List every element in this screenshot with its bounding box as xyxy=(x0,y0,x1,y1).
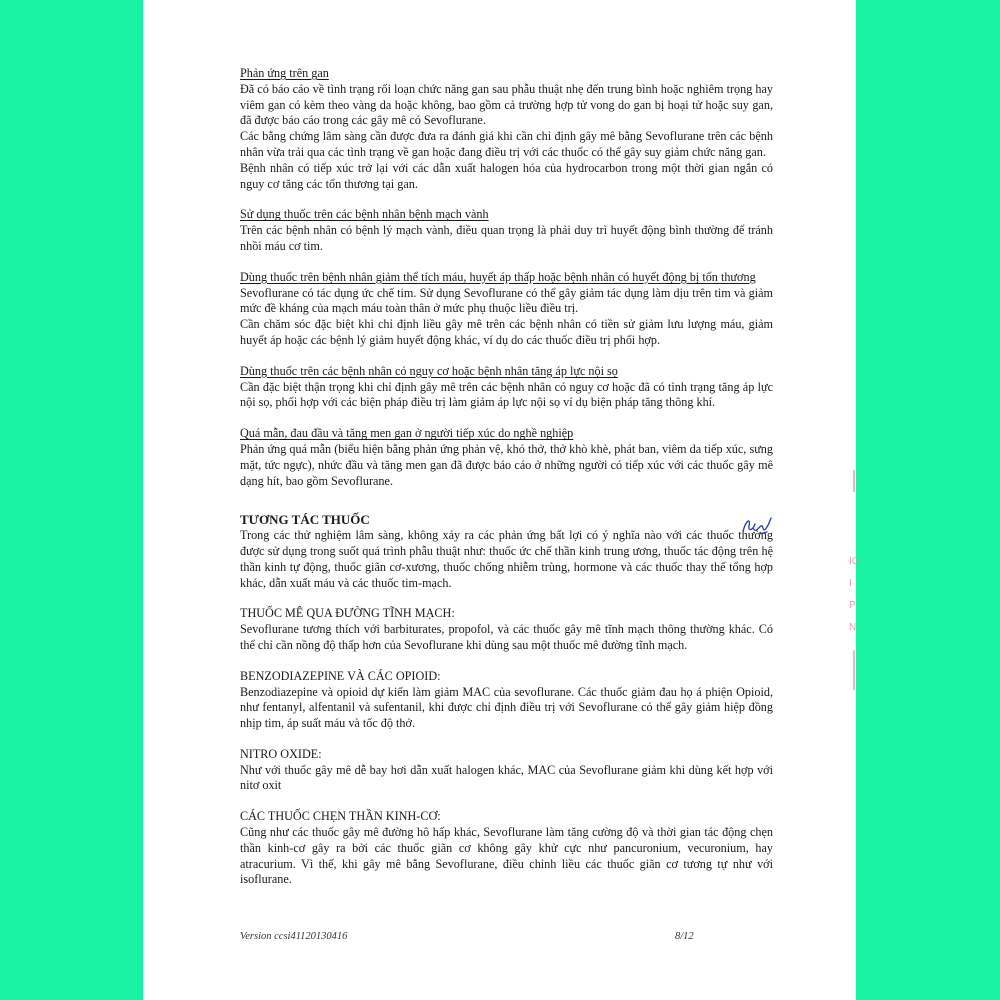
paragraph: Như với thuốc gây mê dễ bay hơi dẫn xuất halogen khác, MAC của Sevoflurane giảm khi dùng kết hợp với nitơ oxit xyxy=(240,762,773,793)
section-neuromuscular-blockers xyxy=(240,809,773,888)
section-heading: BENZODIAZEPINE VÀ CÁC OPIOID: xyxy=(240,668,441,683)
version-label: Version ccsi41120130416 xyxy=(240,931,348,942)
section-nitrous-oxide xyxy=(240,747,773,794)
section-benzodiazepine-opioid xyxy=(240,669,773,732)
paragraph: Cũng như các thuốc gây mê đường hô hấp khác, Sevoflurane làm tăng cường độ và thời gian tác động chẹn thần kinh-cơ gây ra bởi các thuốc giãn cơ không gây khử cực như pancuronium, vecuronium, hay atracurium. Vì thế, khi gây mê bằng Sevoflurane, điều chỉnh liều các thuốc giãn cơ tương tự như với isoflurane. xyxy=(240,825,773,887)
document-body xyxy=(240,66,773,903)
paragraph: Cần chăm sóc đặc biệt khi chỉ định liều gây mê trên các bệnh nhân có tiền sử giảm lưu lượng máu, giảm huyết áp hoặc các bệnh lý giảm huyết động khác, ví dụ do các thuốc điều trị phối hợp. xyxy=(240,317,773,347)
paragraph: Sevoflurane tương thích với barbiturates, propofol, và các thuốc gây mê tĩnh mạch thông thường khác. Có thể chỉ cần nồng độ thấp hơn của Sevoflurane khi dùng sau một thuốc mê đường tĩnh mạch. xyxy=(240,622,773,652)
page-footer xyxy=(240,931,773,947)
section-liver-reactions xyxy=(240,66,773,192)
paragraph: Benzodiazepine và opioid dự kiến làm giảm MAC của sevoflurane. Các thuốc giảm đau họ á phiện Opioid, như fentanyl, alfentanil và sufentanil, khi được chỉ định điều trị với Sevoflurane có thể gây giảm hiệp đồng nhịp tim, áp suất máu và tốc độ thở. xyxy=(240,684,773,731)
paragraph: Đã có báo cáo về tình trạng rối loạn chức năng gan sau phẫu thuật nhẹ đến trung bình hoặc nghiêm trọng hay viêm gan có kèm theo vàng da hoặc không, bao gồm cả trường hợp tử vong do gan bị hoại tử hoặc suy gan, đã được báo cáo trong các gây mê có Sevoflurane. xyxy=(240,81,773,128)
section-heading: Phản ứng trên gan xyxy=(240,66,329,80)
section-hypovolemia xyxy=(240,270,773,349)
section-heading: Dùng thuốc trên các bệnh nhân có nguy cơ hoặc bệnh nhân tăng áp lực nội sọ xyxy=(240,363,618,378)
stamp-letter: IG xyxy=(849,556,860,567)
stamp-letter: N xyxy=(849,622,857,633)
stamp-letter: P xyxy=(849,600,856,611)
paragraph: Cần đặc biệt thận trọng khi chỉ định gây mê trên các bệnh nhân có nguy cơ hoặc đã có tình trạng tăng áp lực nội sọ, phối hợp với các biện pháp điều trị làm giảm áp lực nội sọ ví dụ biện pháp tăng thông khí. xyxy=(240,379,773,410)
section-interactions-intro xyxy=(240,528,773,591)
section-iv-anesthetics xyxy=(240,606,773,653)
document-page xyxy=(143,0,860,1000)
section-heading: THUỐC MÊ QUA ĐƯỜNG TĨNH MẠCH: xyxy=(240,606,455,621)
section-heading: Dùng thuốc trên bệnh nhân giảm thể tích máu, huyết áp thấp hoặc bệnh nhân có huyết động bị tổn thương xyxy=(240,269,756,284)
section-hypersensitivity xyxy=(240,426,773,489)
paragraph: Trên các bệnh nhân có bệnh lý mạch vành, điều quan trọng là phải duy trì huyết động bình thường để tránh nhồi máu cơ tim. xyxy=(240,223,773,253)
paragraph: Các bằng chứng lâm sàng cần được đưa ra đánh giá khi cần chỉ định gây mê bằng Sevoflurane trên các bệnh nhân vừa trải qua các tình trạng về gan hoặc đang điều trị với các thuốc có thể gây suy giảm chức năng gan. xyxy=(240,129,773,159)
main-heading-drug-interactions: TƯƠNG TÁC THUỐC xyxy=(240,512,370,528)
section-heading: NITRO OXIDE: xyxy=(240,746,322,761)
paragraph: Trong các thử nghiệm lâm sàng, không xảy ra các phản ứng bất lợi có ý nghĩa nào với các thuốc thường được sử dụng trong suốt quá trình phẫu thuật như: thuốc ức chế thần kinh trung ương, thuốc tác động trên hệ thần kinh tự động, thuốc giãn cơ-xương, thuốc chống nhiễm trùng, hormone và các thuốc thay thế tổng hợp khác, dẫn xuất máu và các thuốc tim-mạch. xyxy=(240,528,773,590)
stamp-letter: I xyxy=(849,578,852,589)
section-heading: Sử dụng thuốc trên các bệnh nhân bệnh mạch vành xyxy=(240,207,489,222)
section-heading: Quá mẫn, đau đầu và tăng men gan ở người tiếp xúc do nghề nghiệp xyxy=(240,426,574,441)
paragraph: Phản ứng quá mẫn (biểu hiện bằng phản ứng phản vệ, khó thở, thở khò khè, phát ban, viêm da tiếp xúc, sưng mặt, tức ngực), nhức đầu và tăng men gan đã được báo cáo ở những người có tiếp xúc với các thuốc gây mê dạng hít, bao gồm Sevoflurane. xyxy=(240,441,773,488)
page-number: 8/12 xyxy=(675,931,694,942)
section-intracranial-pressure xyxy=(240,364,773,411)
paragraph: Bệnh nhân có tiếp xúc trở lại với các dẫn xuất halogen hóa của hydrocarbon trong một thời gian ngắn có nguy cơ tăng các tổn thương tại gan. xyxy=(240,160,773,191)
stamp-mark xyxy=(845,470,859,710)
signature-mark xyxy=(737,510,777,540)
section-coronary xyxy=(240,207,773,254)
paragraph: Sevoflurane có tác dụng ức chế tim. Sử dụng Sevoflurane có thể gây giảm tác dụng làm dịu trên tim và giảm mức đề kháng của mạch máu toàn thân ở mức phụ thuộc liều điều trị. xyxy=(240,285,773,316)
section-heading: CÁC THUỐC CHẸN THẦN KINH-CƠ: xyxy=(240,809,441,824)
